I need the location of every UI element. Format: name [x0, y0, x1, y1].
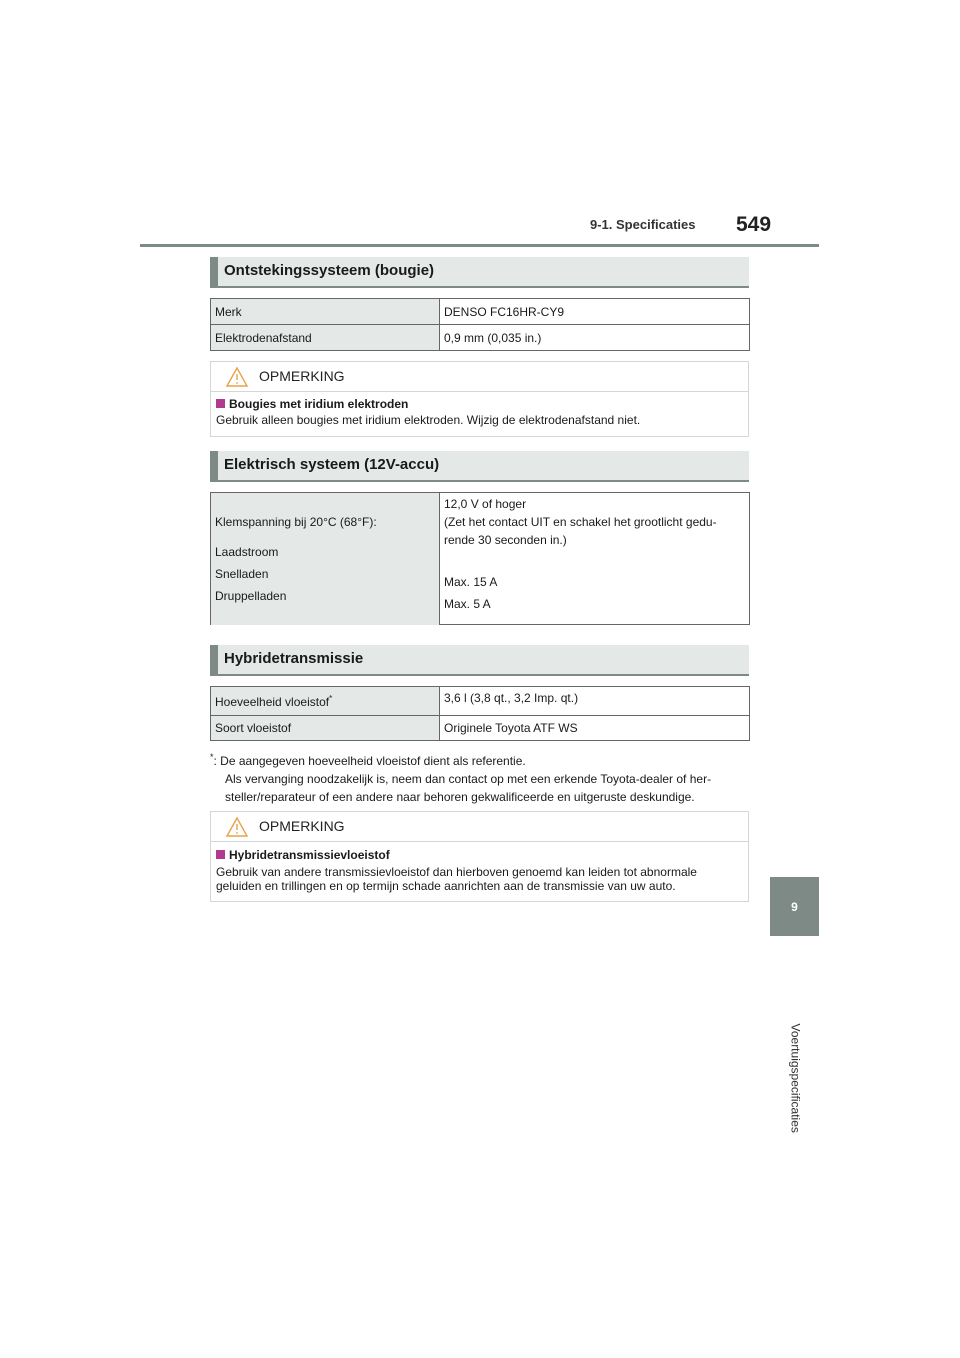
voltage-value: rende 30 seconden in.) — [444, 533, 567, 547]
footnote — [210, 748, 770, 806]
voltage-value: 12,0 V of hoger — [444, 497, 527, 511]
notice-title: Bougies met iridium elektroden — [229, 397, 409, 411]
table-value: 3,6 l (3,8 qt., 3,2 Imp. qt.) — [440, 687, 750, 716]
chapter-tab: 9 — [770, 877, 819, 936]
notice-text: Gebruik alleen bougies met iridium elektroden. Wijzig de elektrodenafstand niet. — [216, 413, 641, 427]
voltage-value: (Zet het contact UIT en schakel het grootlicht gedu- — [444, 515, 717, 529]
footnote-marker: * — [329, 693, 333, 703]
section-title: 9-1. Specificaties — [590, 217, 696, 232]
notice-label: OPMERKING — [259, 368, 345, 384]
table-row — [211, 687, 750, 716]
notice-header — [211, 812, 748, 842]
chapter-label: Voertuigspecificaties — [788, 1023, 803, 1133]
table-key: Soort vloeistof — [211, 716, 440, 741]
notice-header — [211, 362, 748, 392]
footnote-line: Als vervanging noodzakelijk is, neem dan contact op met een erkende Toyota-dealer of her- — [225, 772, 712, 786]
notice-body — [211, 392, 748, 428]
table-row — [211, 716, 750, 741]
table-value: DENSO FC16HR-CY9 — [440, 299, 750, 325]
notice-text: Gebruik van andere transmissievloeistof dan hierboven genoemd kan leiden tot abnormale geluiden en trillingen en op termijn schade aanrichten aan de transmissie van uw auto. — [216, 865, 697, 893]
notice-box — [210, 361, 749, 437]
bullet-square-icon — [216, 850, 225, 859]
footnote-line: steller/reparateur of een andere naar behoren gekwalificeerde en uitgeruste deskundige. — [225, 790, 695, 804]
fast-key: Snelladen — [215, 567, 269, 581]
footnote-line: : De aangegeven hoeveelheid vloeistof dient als referentie. — [213, 754, 526, 768]
section-divider — [210, 286, 749, 288]
charge-key: Laadstroom — [215, 545, 279, 559]
table-row — [211, 493, 750, 625]
table-value: Originele Toyota ATF WS — [440, 716, 750, 741]
section-heading-hybrid: Hybridetransmissie — [210, 645, 749, 674]
section-heading-ignition: Ontstekingssysteem (bougie) — [210, 257, 749, 286]
table-value — [440, 493, 750, 625]
fast-value: Max. 15 A — [444, 575, 498, 589]
page-number: 549 — [736, 213, 772, 236]
table-row — [211, 325, 750, 351]
notice-box — [210, 811, 749, 902]
table-key — [211, 493, 440, 625]
header-divider — [140, 244, 819, 247]
table-key: Merk — [211, 299, 440, 325]
voltage-key: Klemspanning bij 20°C (68°F): — [215, 515, 377, 529]
table-key: Elektrodenafstand — [211, 325, 440, 351]
notice-label: OPMERKING — [259, 818, 345, 834]
trickle-value: Max. 5 A — [444, 597, 491, 611]
hybrid-table — [210, 686, 750, 741]
electrical-table — [210, 492, 750, 625]
footnote-marker: * — [210, 752, 214, 762]
table-key-label: Hoeveelheid vloeistof — [215, 694, 330, 709]
table-row — [211, 299, 750, 325]
warning-icon — [225, 366, 249, 388]
trickle-key: Druppelladen — [215, 589, 287, 603]
bullet-square-icon — [216, 399, 225, 408]
section-divider — [210, 480, 749, 482]
section-divider — [210, 674, 749, 676]
ignition-table — [210, 298, 750, 351]
table-value: 0,9 mm (0,035 in.) — [440, 325, 750, 351]
section-heading-electrical: Elektrisch systeem (12V-accu) — [210, 451, 749, 480]
table-key — [211, 687, 440, 716]
warning-icon — [225, 816, 249, 838]
notice-title: Hybridetransmissievloeistof — [229, 848, 390, 862]
notice-body — [211, 842, 748, 893]
